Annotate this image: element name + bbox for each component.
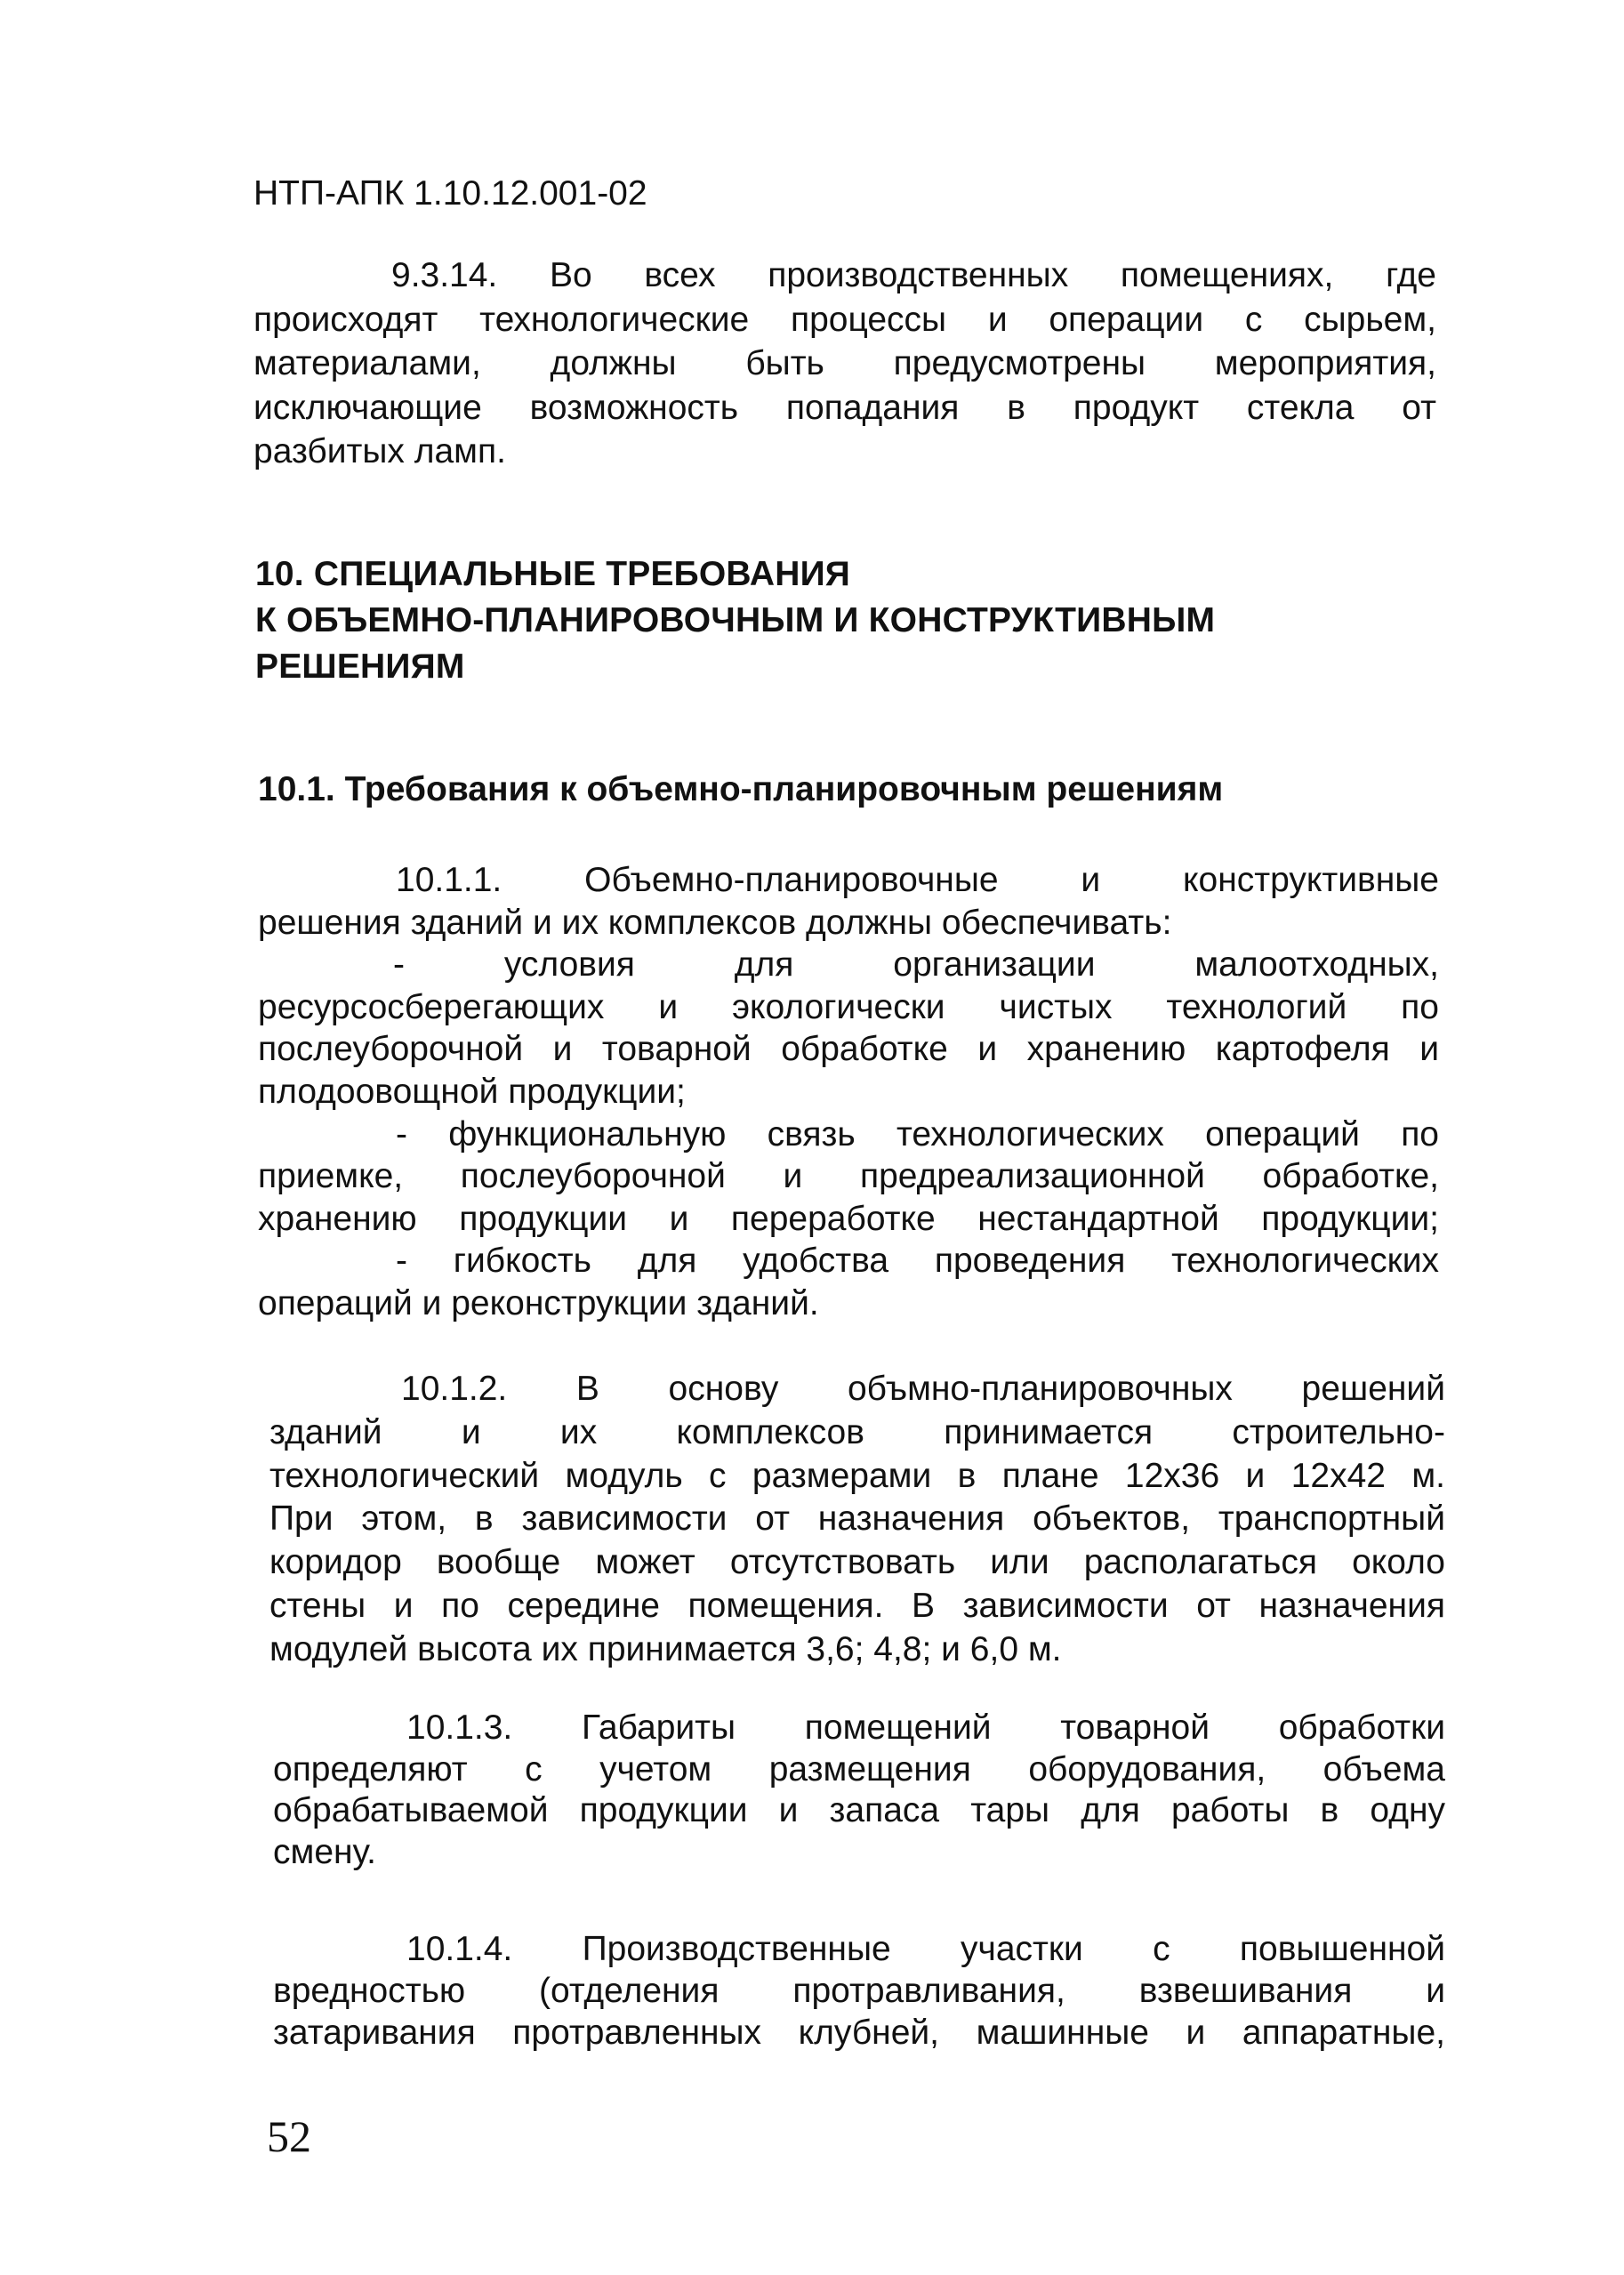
paragraph-line: вредностью (отделения протравливания, взвешивания и bbox=[273, 1972, 1445, 2010]
paragraph-line: зданий и их комплексов принимается строительно- bbox=[269, 1412, 1445, 1451]
paragraph-line: 10.1.4. Производственные участки с повышенной bbox=[406, 1930, 1445, 1968]
section-heading-line: К ОБЪЕМНО-ПЛАНИРОВОЧНЫМ И КОНСТРУКТИВНЫМ bbox=[255, 601, 1216, 639]
paragraph-line: затаривания протравленных клубней, машинные и аппаратные, bbox=[273, 2014, 1445, 2052]
section-heading-line: РЕШЕНИЯМ bbox=[255, 647, 465, 686]
list-item-line: - функциональную связь технологических операций по bbox=[396, 1114, 1439, 1154]
paragraph-line: 10.1.2. В основу объмно-планировочных решений bbox=[401, 1370, 1445, 1408]
paragraph-line: модулей высота их принимается 3,6; 4,8; и 6,0 м. bbox=[269, 1629, 1062, 1668]
paragraph-line: обрабатываемой продукции и запаса тары для работы в одну bbox=[273, 1791, 1445, 1829]
list-item-line: ресурсосберегающих и экологически чистых технологий по bbox=[258, 987, 1439, 1026]
list-item-line: приемке, послеуборочной и предреализационной обработке, bbox=[258, 1157, 1439, 1196]
section-heading-line: 10. СПЕЦИАЛЬНЫЕ ТРЕБОВАНИЯ bbox=[255, 555, 851, 593]
paragraph-10-1-3 bbox=[273, 1708, 1445, 1873]
paragraph-10-1-1 bbox=[258, 859, 1439, 1325]
list-item-line: послеуборочной и товарной обработке и хранению картофеля и bbox=[258, 1030, 1439, 1069]
paragraph-10-1-4 bbox=[273, 1928, 1445, 2054]
list-item-line: плодоовощной продукции; bbox=[258, 1072, 686, 1111]
paragraph-line: смену. bbox=[273, 1832, 376, 1871]
paragraph-line: решения зданий и их комплексов должны обеспечивать: bbox=[258, 903, 1172, 942]
paragraph-line: 9.3.14. Во всех производственных помещениях, где bbox=[391, 256, 1436, 294]
paragraph-line: 10.1.1. Объемно-планировочные и конструктивные bbox=[396, 861, 1439, 899]
list-item-line: хранению продукции и переработке нестандартной продукции; bbox=[258, 1199, 1439, 1238]
subsection-heading-10-1: 10.1. Требования к объемно-планировочным решениям bbox=[258, 770, 1224, 808]
paragraph-line: происходят технологические процессы и операции с сырьем, bbox=[253, 300, 1436, 339]
paragraph-line: исключающие возможность попадания в продукт стекла от bbox=[253, 388, 1436, 427]
list-item-line: - условия для организации малоотходных, bbox=[393, 945, 1439, 985]
paragraph-line: коридор вообще может отсутствовать или располагаться около bbox=[269, 1543, 1445, 1582]
paragraph-line: определяют с учетом размещения оборудования, объема bbox=[273, 1749, 1445, 1789]
page-number: 52 bbox=[267, 2111, 311, 2161]
document-code-header: НТП-АПК 1.10.12.001-02 bbox=[253, 174, 647, 213]
list-item-line: операций и реконструкции зданий. bbox=[258, 1283, 819, 1322]
paragraph-line: стены и по середине помещения. В зависимости от назначения bbox=[269, 1586, 1445, 1625]
list-item-line: - гибкость для удобства проведения технологических bbox=[396, 1242, 1439, 1281]
paragraph-line: При этом, в зависимости от назначения объектов, транспортный bbox=[269, 1499, 1445, 1539]
paragraph-line: 10.1.3. Габариты помещений товарной обработки bbox=[406, 1708, 1445, 1747]
paragraph-line: технологический модуль с размерами в плане 12х36 и 12х42 м. bbox=[269, 1456, 1445, 1495]
paragraph-line: материалами, должны быть предусмотрены мероприятия, bbox=[253, 344, 1436, 382]
paragraph-9-3-14 bbox=[253, 253, 1436, 474]
section-heading-10 bbox=[255, 551, 1215, 690]
paragraph-10-1-2 bbox=[269, 1368, 1445, 1672]
paragraph-line: разбитых ламп. bbox=[253, 432, 506, 470]
